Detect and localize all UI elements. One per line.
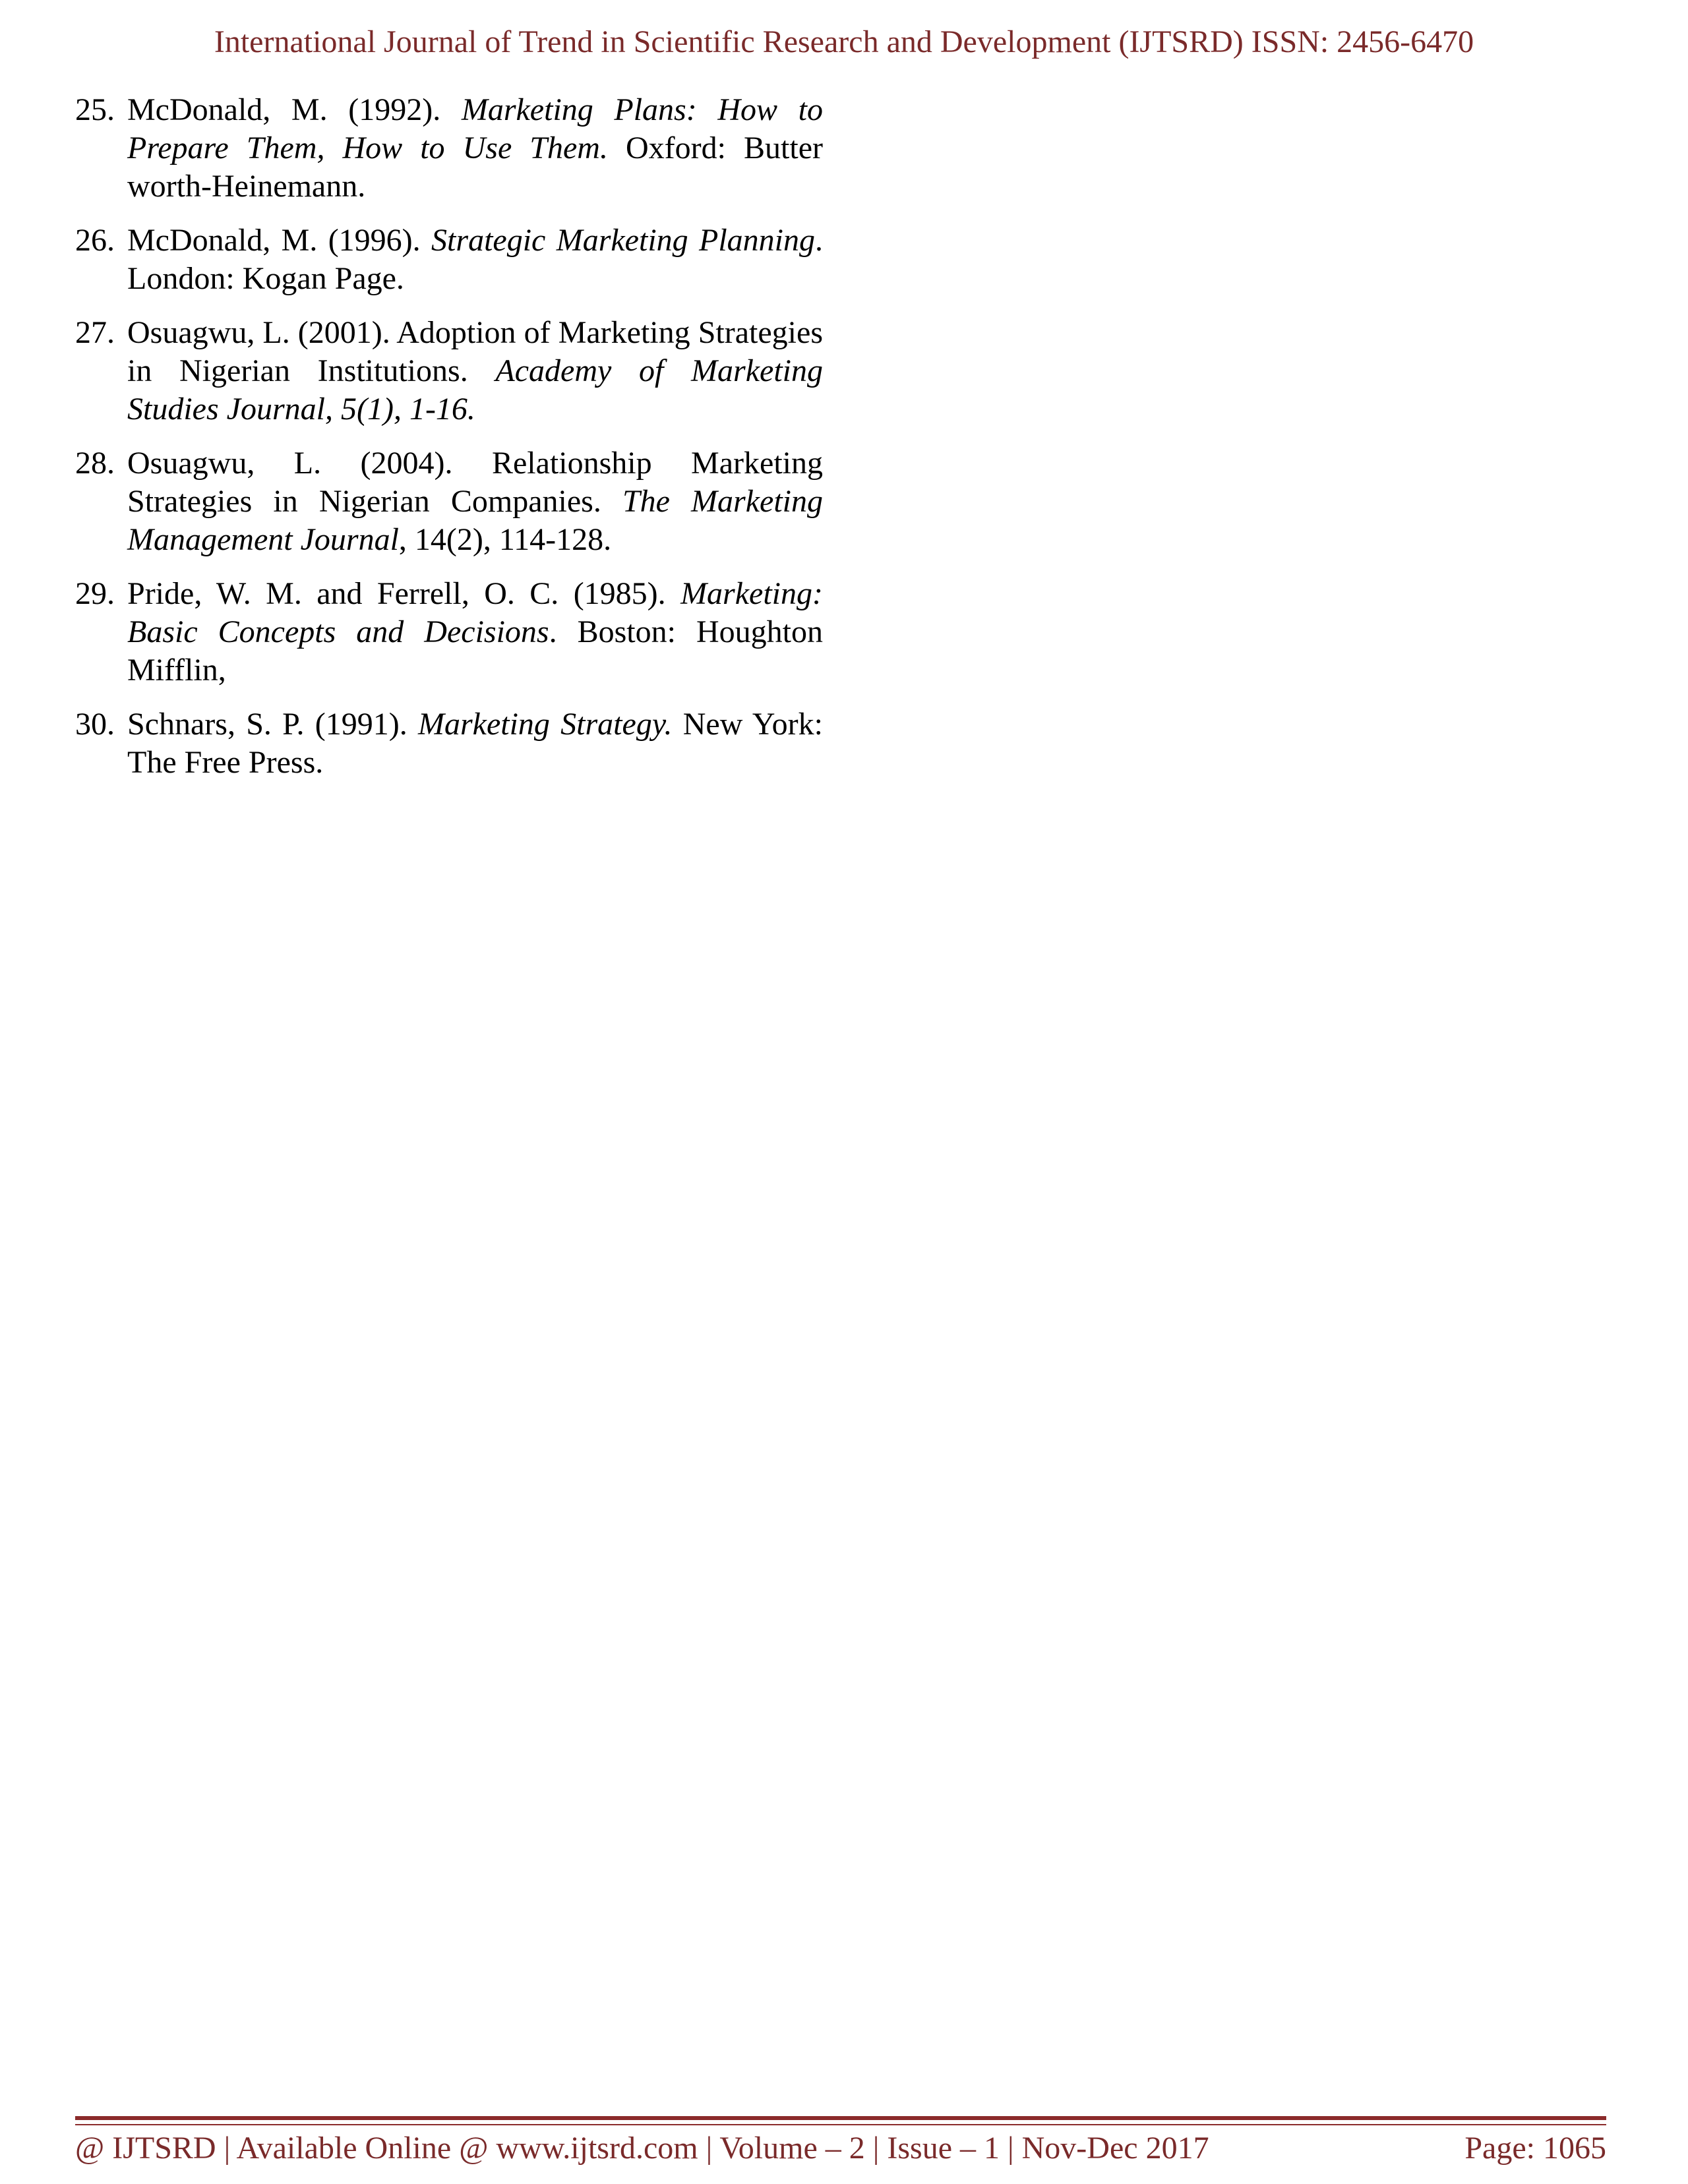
reference-title: Academy of Marketing Studies Journal, 5(1), 1-16. [127, 353, 823, 427]
footer-divider-thick [75, 2116, 1606, 2120]
page-number: Page: 1065 [1464, 2131, 1606, 2166]
reference-publisher: New York: The Free Press. [127, 707, 823, 780]
reference-text [127, 223, 823, 296]
reference-text [127, 707, 823, 780]
reference-number: 27. [75, 315, 115, 350]
reference-number: 29. [75, 576, 115, 611]
page-footer [75, 2125, 1606, 2171]
reference-title: Marketing: Basic Concepts and Decisions [127, 576, 823, 649]
reference-authors: Osuagwu, L. (2004). Relationship Marketing Strategies in Nigerian Companies. [127, 446, 823, 519]
reference-text [127, 92, 823, 204]
reference-number: 28. [75, 446, 115, 481]
reference-authors: McDonald, M. (1996). [127, 223, 432, 258]
reference-item-25 [75, 91, 823, 206]
reference-title: Marketing Plans: How to Prepare Them, How to Use Them. [127, 92, 823, 165]
reference-item-29 [75, 575, 823, 690]
reference-authors: Schnars, S. P. (1991). [127, 707, 418, 742]
reference-publisher: . Boston: Houghton Mifflin, [127, 614, 823, 688]
reference-text [127, 315, 823, 427]
reference-publisher: Oxford: Butter worth-Heinemann. [127, 131, 823, 204]
reference-text [127, 446, 823, 557]
reference-title: The Marketing Management Journal [127, 484, 823, 557]
reference-list [75, 91, 823, 798]
reference-item-26 [75, 221, 823, 298]
reference-title: Marketing Strategy. [417, 707, 673, 742]
reference-number: 26. [75, 223, 115, 258]
reference-authors: Pride, W. M. and Ferrell, O. C. (1985). [127, 576, 681, 611]
reference-authors: Osuagwu, L. (2001). Adoption of Marketing Strategies in Nigerian Institutions. [127, 315, 823, 388]
reference-item-27 [75, 314, 823, 428]
reference-authors: McDonald, M. (1992). [127, 92, 462, 127]
journal-header: International Journal of Trend in Scientific Research and Development (IJTSRD) ISSN: 2456-6470 [214, 24, 1474, 59]
reference-publisher: . London: Kogan Page. [127, 223, 824, 296]
reference-title: Strategic Marketing Planning [431, 223, 816, 258]
reference-number: 25. [75, 92, 115, 127]
reference-text [127, 576, 823, 688]
reference-item-28 [75, 444, 823, 559]
reference-item-30 [75, 705, 823, 782]
reference-number: 30. [75, 707, 115, 742]
reference-publisher: , 14(2), 114-128. [398, 522, 612, 557]
footer-publication-info: @ IJTSRD | Available Online @ www.ijtsrd.com | Volume – 2 | Issue – 1 | Nov-Dec 2017 [75, 2131, 1209, 2166]
